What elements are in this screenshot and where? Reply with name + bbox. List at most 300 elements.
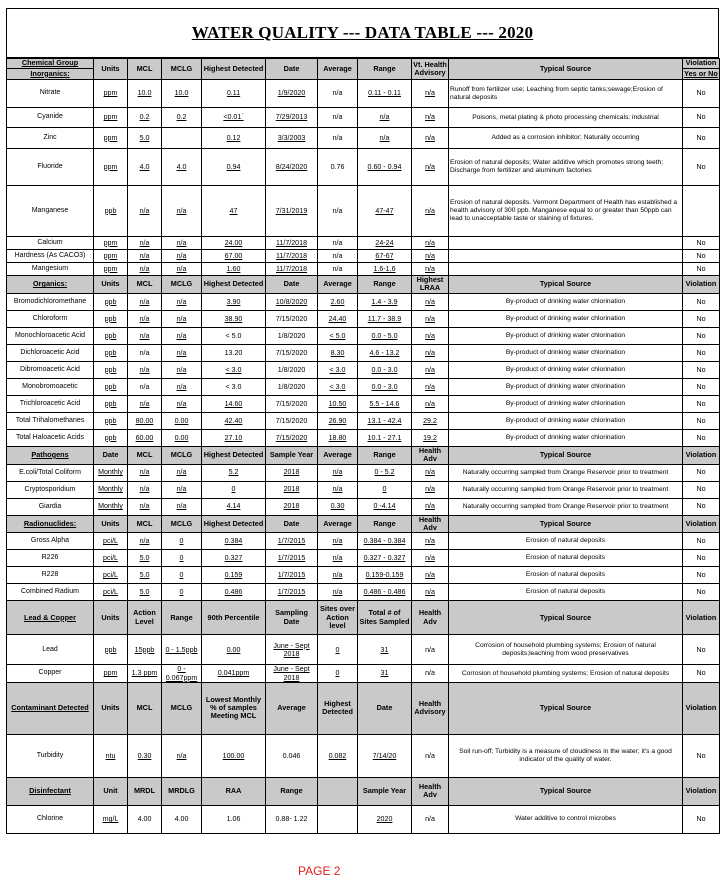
cell-average: 2.60 — [318, 293, 358, 310]
cell-mcl: n/a — [128, 237, 162, 250]
cell-average: 10.50 — [318, 395, 358, 412]
header-date: Date — [266, 276, 318, 294]
cell-date: 7/15/2020 — [266, 429, 318, 446]
cell-date: 7/15/2020 — [266, 344, 318, 361]
organics-row — [7, 327, 720, 344]
cell-mcl: n/a — [128, 481, 162, 498]
organics-row — [7, 293, 720, 310]
cell-advisory: 19.2 — [412, 429, 449, 446]
radionuclides-row — [7, 567, 720, 584]
header-units: Units — [94, 276, 128, 294]
organics-row — [7, 310, 720, 327]
cell-units: Monthly — [94, 498, 128, 515]
cell-name: Turbidity — [7, 734, 94, 777]
cell-mcl: n/a — [128, 293, 162, 310]
inorganics-row — [7, 108, 720, 128]
cell-advisory: n/a — [412, 550, 449, 567]
title-box — [6, 8, 719, 58]
cell-mclg: 0.00 — [162, 429, 202, 446]
cell-violation: No — [683, 361, 720, 378]
header-range: Range — [358, 59, 412, 80]
cell-mclg: 0.00 — [162, 412, 202, 429]
header-average: Average — [318, 59, 358, 80]
cell-mcl: 4.0 — [128, 149, 162, 186]
cell-mcl: n/a — [128, 533, 162, 550]
cell-units: ppb — [94, 635, 128, 665]
cell-date: 0.046 — [266, 734, 318, 777]
cell-range: 0.11 - 0.11 — [358, 80, 412, 108]
disinfectant-row — [7, 805, 720, 833]
cell-violation: No — [683, 263, 720, 276]
cell-highest: 42.40 — [202, 412, 266, 429]
header-violation: Violation — [683, 59, 720, 69]
group-header-label: Disinfectant — [7, 777, 94, 805]
cell-units: ppm — [94, 263, 128, 276]
cell-name: Dibromoacetic Acid — [7, 361, 94, 378]
cell-mcl: 10.0 — [128, 80, 162, 108]
cell-advisory: n/a — [412, 186, 449, 237]
page-title: WATER QUALITY --- DATA TABLE --- 2020 — [191, 23, 534, 42]
cell-units: ppm — [94, 250, 128, 263]
cell-range: 5.5 - 14.6 — [358, 395, 412, 412]
cell-average — [318, 805, 358, 833]
cell-source: Erosion of natural deposits — [449, 550, 683, 567]
cell-mclg: n/a — [162, 464, 202, 481]
cell-highest: <0.01` — [202, 108, 266, 128]
cell-highest: < 3.0 — [202, 361, 266, 378]
water-quality-table — [6, 58, 720, 834]
header-highest: Highest Detected — [202, 59, 266, 80]
cell-advisory: n/a — [412, 567, 449, 584]
cell-advisory: n/a — [412, 533, 449, 550]
cell-name: Combined Radium — [7, 584, 94, 601]
cell-mclg: 0 — [162, 550, 202, 567]
cell-source: Poisons, metal plating & photo processing chemicals: industrial — [449, 108, 683, 128]
inorganics-row — [7, 263, 720, 276]
header-violation: Violation — [683, 276, 720, 294]
header-advisory: Vt. Health Advisory — [412, 59, 449, 80]
cell-advisory: n/a — [412, 481, 449, 498]
cell-units: ppb — [94, 361, 128, 378]
header-date: Date — [266, 59, 318, 80]
cell-advisory: n/a — [412, 128, 449, 149]
radionuclides-row — [7, 550, 720, 567]
header-mcl: Action Level — [128, 601, 162, 635]
cell-violation: No — [683, 464, 720, 481]
cell-mcl: 1.3 ppm — [128, 665, 162, 682]
cell-source: By-product of drinking water chlorination — [449, 378, 683, 395]
cell-source: Naturally occurring sampled from Orange Reservoir prior to treatment — [449, 464, 683, 481]
header-units: Date — [94, 446, 128, 464]
cell-range: 1.4 - 3.9 — [358, 293, 412, 310]
organics-row — [7, 361, 720, 378]
cell-range: n/a — [358, 128, 412, 149]
cell-mcl: n/a — [128, 186, 162, 237]
cell-date: 11/7/2018 — [266, 250, 318, 263]
header-mcl: MCL — [128, 515, 162, 533]
cell-name: Cryptosporidium — [7, 481, 94, 498]
cell-average: n/a — [318, 533, 358, 550]
cell-average: n/a — [318, 128, 358, 149]
inorganics-row — [7, 149, 720, 186]
header-advisory: Health Adv — [412, 515, 449, 533]
cell-source: Erosion of natural deposits — [449, 567, 683, 584]
cell-units: pci/L — [94, 567, 128, 584]
cell-violation: No — [683, 108, 720, 128]
cell-name: Manganese — [7, 186, 94, 237]
cell-average: n/a — [318, 237, 358, 250]
cell-violation: No — [683, 481, 720, 498]
cell-mclg: n/a — [162, 263, 202, 276]
cell-mclg: 10.0 — [162, 80, 202, 108]
cell-date: 11/7/2018 — [266, 263, 318, 276]
header-mcl: MCL — [128, 59, 162, 80]
cell-name: Hardness (As CACO3) — [7, 250, 94, 263]
cell-advisory: n/a — [412, 310, 449, 327]
cell-violation: No — [683, 498, 720, 515]
cell-mcl: 5.0 — [128, 550, 162, 567]
group-header-label: Radionuclides: — [7, 515, 94, 533]
cell-violation: No — [683, 533, 720, 550]
cell-date: 11/7/2018 — [266, 237, 318, 250]
cell-average: < 3.0 — [318, 361, 358, 378]
header-advisory: Health Adv — [412, 601, 449, 635]
cell-source: Added as a corrosion inhibitor; Naturally occurring — [449, 128, 683, 149]
header-average: Average — [318, 446, 358, 464]
cell-mclg: n/a — [162, 734, 202, 777]
cell-units: ppb — [94, 344, 128, 361]
header-source: Typical Source — [449, 777, 683, 805]
cell-mcl: n/a — [128, 310, 162, 327]
cell-advisory: n/a — [412, 805, 449, 833]
cell-units: ppb — [94, 412, 128, 429]
cell-violation: No — [683, 149, 720, 186]
cell-mclg: 0 — [162, 567, 202, 584]
cell-name: E.coli/Total Coliform — [7, 464, 94, 481]
header-highest: Lowest Monthly % of samples Meeting MCL — [202, 682, 266, 734]
cell-mclg: n/a — [162, 186, 202, 237]
header-date: Average — [266, 682, 318, 734]
cell-mcl: 5.0 — [128, 128, 162, 149]
cell-name: Total Haloacetic Acids — [7, 429, 94, 446]
cell-highest: 4.14 — [202, 498, 266, 515]
cell-mclg: n/a — [162, 310, 202, 327]
cell-mcl: n/a — [128, 327, 162, 344]
cell-date: 2018 — [266, 498, 318, 515]
radionuclides-row — [7, 533, 720, 550]
cell-highest: 13.20 — [202, 344, 266, 361]
cell-range: 0 -4.14 — [358, 498, 412, 515]
cell-mcl: 0.2 — [128, 108, 162, 128]
cell-average: 26.90 — [318, 412, 358, 429]
cell-name: Chlorine — [7, 805, 94, 833]
organics-row — [7, 429, 720, 446]
cell-violation: No — [683, 584, 720, 601]
cell-date: 1/8/2020 — [266, 327, 318, 344]
cell-average: n/a — [318, 481, 358, 498]
cell-source: Soil run-off; Turbidity is a measure of cloudiness in the water; it's a good indicator of the quality of water. — [449, 734, 683, 777]
cell-source: By-product of drinking water chlorination — [449, 344, 683, 361]
cell-range: 0.0 - 3.0 — [358, 361, 412, 378]
cell-violation: No — [683, 567, 720, 584]
cell-date: 0.88- 1.22 — [266, 805, 318, 833]
cell-units: ppm — [94, 237, 128, 250]
cell-date: 8/24/2020 — [266, 149, 318, 186]
cell-range: 31 — [358, 635, 412, 665]
cell-source — [449, 263, 683, 276]
cell-highest: 0.94 — [202, 149, 266, 186]
cell-advisory: n/a — [412, 584, 449, 601]
disinfectant-header-row — [7, 777, 720, 805]
inorganics-header-row-1 — [7, 59, 720, 69]
group-header-label: Chemical Group — [7, 59, 94, 69]
cell-mcl: n/a — [128, 464, 162, 481]
cell-violation: No — [683, 412, 720, 429]
page-number: PAGE 2 — [298, 864, 341, 878]
cell-violation: No — [683, 805, 720, 833]
cell-advisory: n/a — [412, 635, 449, 665]
header-average: Average — [318, 515, 358, 533]
header-mcl: MCL — [128, 682, 162, 734]
header-units: Unit — [94, 777, 128, 805]
cell-date: 7/15/2020 — [266, 310, 318, 327]
cell-mclg: n/a — [162, 327, 202, 344]
cell-date: June - Sept 2018 — [266, 665, 318, 682]
cell-units: ppb — [94, 429, 128, 446]
header-mclg: MCLG — [162, 682, 202, 734]
lead_copper-row — [7, 635, 720, 665]
cell-highest: 0 — [202, 481, 266, 498]
cell-name: Total Trihalomethanes — [7, 412, 94, 429]
cell-name: Dichloroacetic Acid — [7, 344, 94, 361]
cell-units: pci/L — [94, 533, 128, 550]
cell-mclg: n/a — [162, 344, 202, 361]
cell-average: 0.082 — [318, 734, 358, 777]
organics-row — [7, 378, 720, 395]
cell-average: 18.80 — [318, 429, 358, 446]
cell-source: Erosion of natural deposits — [449, 533, 683, 550]
cell-mclg: n/a — [162, 498, 202, 515]
cell-highest: 0.327 — [202, 550, 266, 567]
cell-mcl: 4.00 — [128, 805, 162, 833]
cell-violation: No — [683, 237, 720, 250]
group-header-label: Contaminant Detected — [7, 682, 94, 734]
header-violation: Violation — [683, 777, 720, 805]
cell-name: Fluoride — [7, 149, 94, 186]
header-date: Sampling Date — [266, 601, 318, 635]
header-range: Total # of Sites Sampled — [358, 601, 412, 635]
header-source: Typical Source — [449, 446, 683, 464]
cell-highest: 1.06 — [202, 805, 266, 833]
cell-date: 7/15/2020 — [266, 395, 318, 412]
header-units: Units — [94, 515, 128, 533]
cell-mclg: 0 - 1.5ppb — [162, 635, 202, 665]
cell-units: ppb — [94, 186, 128, 237]
cell-average: n/a — [318, 108, 358, 128]
cell-average: n/a — [318, 186, 358, 237]
cell-mclg: n/a — [162, 395, 202, 412]
header-source: Typical Source — [449, 515, 683, 533]
cell-mclg — [162, 128, 202, 149]
lead_copper-header-row — [7, 601, 720, 635]
pathogens-header-row — [7, 446, 720, 464]
header-highest: RAA — [202, 777, 266, 805]
cell-highest: 0.384 — [202, 533, 266, 550]
cell-units: Monthly — [94, 481, 128, 498]
group-header-sublabel: Inorganics: — [7, 69, 94, 80]
header-mclg: MCLG — [162, 446, 202, 464]
cell-range: 47-47 — [358, 186, 412, 237]
cell-range: 67-67 — [358, 250, 412, 263]
cell-source: By-product of drinking water chlorination — [449, 293, 683, 310]
cell-mclg: 0.2 — [162, 108, 202, 128]
contaminant-header-row — [7, 682, 720, 734]
cell-name: Mangesium — [7, 263, 94, 276]
cell-name: R226 — [7, 550, 94, 567]
header-highest: Highest Detected — [202, 515, 266, 533]
cell-units: ppb — [94, 395, 128, 412]
cell-mcl: n/a — [128, 361, 162, 378]
cell-range: n/a — [358, 108, 412, 128]
cell-range: 0.159-0.159 — [358, 567, 412, 584]
cell-date: 1/7/2015 — [266, 584, 318, 601]
cell-advisory: n/a — [412, 665, 449, 682]
header-violation: Violation — [683, 682, 720, 734]
cell-advisory: 29.2 — [412, 412, 449, 429]
cell-date: 7/31/2019 — [266, 186, 318, 237]
cell-range: 0.384 - 0.384 — [358, 533, 412, 550]
cell-average: n/a — [318, 567, 358, 584]
cell-range: 0.0 - 3.0 — [358, 378, 412, 395]
cell-highest: 0.11 — [202, 80, 266, 108]
organics-header-row — [7, 276, 720, 294]
cell-violation: No — [683, 734, 720, 777]
cell-advisory: n/a — [412, 237, 449, 250]
pathogens-row — [7, 498, 720, 515]
cell-violation: No — [683, 665, 720, 682]
header-source: Typical Source — [449, 59, 683, 80]
radionuclides-row — [7, 584, 720, 601]
header-mclg: MRDLG — [162, 777, 202, 805]
group-header-label: Lead & Copper — [7, 601, 94, 635]
cell-violation: No — [683, 310, 720, 327]
header-units: Units — [94, 682, 128, 734]
cell-average: n/a — [318, 550, 358, 567]
cell-advisory: n/a — [412, 395, 449, 412]
cell-source — [449, 237, 683, 250]
cell-violation: No — [683, 293, 720, 310]
cell-range: 31 — [358, 665, 412, 682]
cell-range: 2020 — [358, 805, 412, 833]
header-highest: Highest Detected — [202, 446, 266, 464]
cell-violation: No — [683, 378, 720, 395]
header-range: Range — [358, 276, 412, 294]
header-units: Units — [94, 59, 128, 80]
cell-source: Runoff from fertilizer use; Leaching from septic tanks;sewage;Erosion of natural deposits — [449, 80, 683, 108]
header-mclg: MCLG — [162, 59, 202, 80]
cell-average: 0.30 — [318, 498, 358, 515]
cell-date: 7/15/2020 — [266, 412, 318, 429]
cell-average: 0 — [318, 635, 358, 665]
cell-advisory: n/a — [412, 361, 449, 378]
cell-source — [449, 250, 683, 263]
header-date: Date — [266, 515, 318, 533]
header-range: Range — [358, 515, 412, 533]
cell-mcl: 60.00 — [128, 429, 162, 446]
cell-units: ppm — [94, 665, 128, 682]
cell-mclg: n/a — [162, 250, 202, 263]
cell-highest: 47 — [202, 186, 266, 237]
header-source: Typical Source — [449, 601, 683, 635]
cell-units: ppm — [94, 108, 128, 128]
cell-mclg: 4.0 — [162, 149, 202, 186]
cell-average: n/a — [318, 80, 358, 108]
header-source: Typical Source — [449, 276, 683, 294]
cell-violation: No — [683, 344, 720, 361]
cell-mclg: n/a — [162, 293, 202, 310]
cell-highest: 3.90 — [202, 293, 266, 310]
cell-highest: 24.00 — [202, 237, 266, 250]
cell-date: 1/7/2015 — [266, 567, 318, 584]
cell-violation: No — [683, 395, 720, 412]
header-highest: 90th Percentile — [202, 601, 266, 635]
header-mcl: MRDL — [128, 777, 162, 805]
cell-highest: 100.00 — [202, 734, 266, 777]
cell-mclg: 0 — [162, 584, 202, 601]
cell-highest: 0.041ppm — [202, 665, 266, 682]
cell-mclg: n/a — [162, 481, 202, 498]
organics-row — [7, 412, 720, 429]
cell-highest: 14.60 — [202, 395, 266, 412]
cell-range: 0.486 - 0.486 — [358, 584, 412, 601]
cell-name: Zinc — [7, 128, 94, 149]
cell-units: ppm — [94, 80, 128, 108]
cell-range: 4.6 - 13.2 — [358, 344, 412, 361]
cell-advisory: n/a — [412, 250, 449, 263]
cell-mcl: 0.30 — [128, 734, 162, 777]
cell-date: 1/8/2020 — [266, 378, 318, 395]
cell-date: 1/7/2015 — [266, 550, 318, 567]
cell-highest: 0.12 — [202, 128, 266, 149]
cell-highest: 0.486 — [202, 584, 266, 601]
cell-units: mg/L — [94, 805, 128, 833]
header-advisory: Health Adv — [412, 777, 449, 805]
cell-violation: No — [683, 429, 720, 446]
cell-units: ntu — [94, 734, 128, 777]
cell-source: By-product of drinking water chlorination — [449, 310, 683, 327]
cell-highest: < 5.0 — [202, 327, 266, 344]
cell-source: Erosion of natural deposits. Vermont Department of Health has established a health advisory of 300 ppb. Manganese equal to or greater than 50ppb can lead to unacceptable taste or staining of fixtures. — [449, 186, 683, 237]
cell-units: ppm — [94, 128, 128, 149]
cell-advisory: n/a — [412, 734, 449, 777]
cell-source: By-product of drinking water chlorination — [449, 429, 683, 446]
cell-violation: No — [683, 327, 720, 344]
cell-highest: 0.159 — [202, 567, 266, 584]
header-mclg: MCLG — [162, 276, 202, 294]
cell-units: ppm — [94, 149, 128, 186]
table-body — [7, 59, 720, 834]
header-violation: Violation — [683, 446, 720, 464]
cell-average: 0 — [318, 665, 358, 682]
cell-source: Water additive to control microbes — [449, 805, 683, 833]
cell-mclg: 0 - 0.067ppm — [162, 665, 202, 682]
cell-advisory: n/a — [412, 327, 449, 344]
cell-range: 24-24 — [358, 237, 412, 250]
cell-range: 0.0 - 5.0 — [358, 327, 412, 344]
cell-range: 0.327 - 0.327 — [358, 550, 412, 567]
cell-name: Lead — [7, 635, 94, 665]
cell-name: Trichloroacetic Acid — [7, 395, 94, 412]
